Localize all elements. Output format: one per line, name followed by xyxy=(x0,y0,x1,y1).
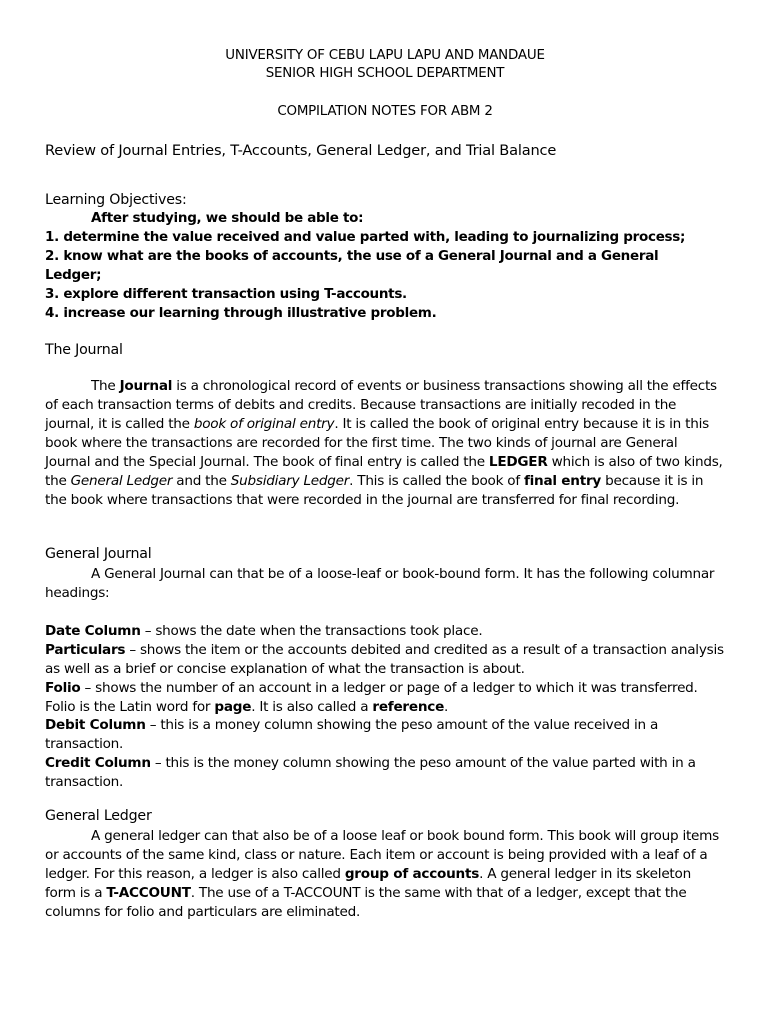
folio-definition: Folio – shows the number of an account in a ledger or page of a ledger to which it was transferred. Folio is the Latin word for page. It is also called a reference. xyxy=(45,680,698,715)
debit-column-definition: Debit Column – this is a money column showing the peso amount of the value received in a transaction. xyxy=(45,717,659,752)
objective-item: 4. increase our learning through illustrative problem. xyxy=(45,305,437,321)
journal-title: The Journal xyxy=(45,342,123,358)
header-compilation: COMPILATION NOTES FOR ABM 2 xyxy=(277,104,493,119)
objective-item: 1. determine the value received and value parted with, leading to journalizing process; xyxy=(45,229,686,245)
general-journal-intro: A General Journal can that be of a loose-leaf or book-bound form. It has the following columnar headings: xyxy=(45,566,715,601)
objective-item: 2. know what are the books of accounts, the use of a General Journal and a General xyxy=(45,248,659,264)
journal-paragraph: The Journal is a chronological record of events or business transactions showing all the effects of each transaction terms of debits and credits. Because transactions are initially recoded in the journal, it is called the book of original entry. It is called the book of original entry because it is in this book where the transactions are recorded for the first time. The two kinds of journal are General Journal and the Special Journal. The book of final entry is called the LEDGER which is also of two kinds, the General Ledger and the Subsidiary Ledger. This is called the book of final entry because it is in the book where transactions that were recorded in the journal are transferred for final recording. xyxy=(45,378,723,508)
objective-item: Ledger; xyxy=(45,267,102,283)
review-title: Review of Journal Entries, T-Accounts, General Ledger, and Trial Balance xyxy=(45,142,557,159)
credit-column-definition: Credit Column – this is the money column showing the peso amount of the value parted with in a transaction. xyxy=(45,755,696,790)
objectives-intro: After studying, we should be able to: xyxy=(91,210,364,226)
objectives-title: Learning Objectives: xyxy=(45,192,187,208)
objective-item: 3. explore different transaction using T-accounts. xyxy=(45,286,407,302)
general-journal-title: General Journal xyxy=(45,546,152,562)
particulars-definition: Particulars – shows the item or the accounts debited and credited as a result of a transaction analysis as well as a brief or concise explanation of what the transaction is about. xyxy=(45,642,724,677)
date-column-definition: Date Column – shows the date when the transactions took place. xyxy=(45,623,483,639)
general-ledger-title: General Ledger xyxy=(45,808,152,824)
header-department: SENIOR HIGH SCHOOL DEPARTMENT xyxy=(265,66,505,81)
general-ledger-paragraph: A general ledger can that also be of a loose leaf or book bound form. This book will group items or accounts of the same kind, class or nature. Each item or account is being provided with a leaf of a ledger. For this reason, a ledger is also called group of accounts. A general ledger in its skeleton form is a T-ACCOUNT. The use of a T-ACCOUNT is the same with that of a ledger, except that the columns for folio and particulars are eliminated. xyxy=(45,828,719,920)
header-university: UNIVERSITY OF CEBU LAPU LAPU AND MANDAUE xyxy=(225,48,545,63)
